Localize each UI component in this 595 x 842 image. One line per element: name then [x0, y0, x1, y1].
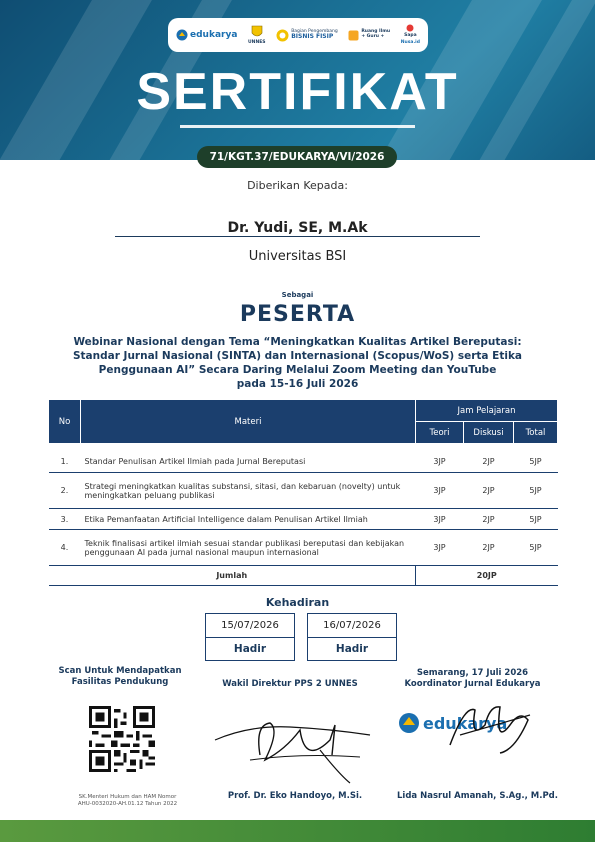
theme-line: Webinar Nasional dengan Tema “Meningkatkan Kualitas Artikel Bereputasi:: [73, 336, 522, 348]
recipient-name: Dr. Yudi, SE, M.Ak: [227, 220, 368, 236]
table-row: 2. Strategi meningkatkan kualitas substansi, sitasi, dan kebaruan (novelty) untuk meningkatkan peluang publikasi 3JP 2JP 5JP: [49, 473, 558, 509]
materials-table: [48, 399, 558, 586]
table-row: 4. Teknik finalisasi artikel ilmiah sesuai standar publikasi bereputasi dan kebijakan penggunaan AI pada jurnal nasional maupun internasional 3JP 2JP 5JP: [49, 530, 558, 566]
name-underline: [115, 236, 480, 237]
signature-mid-icon: [210, 705, 380, 790]
attendance-date: 15/07/2026: [206, 614, 294, 638]
footer-band: [0, 820, 595, 842]
attendance-day-1: [205, 613, 295, 661]
edukarya-icon: [176, 29, 188, 41]
edukarya-icon: [398, 712, 420, 734]
attendance-status: Hadir: [233, 643, 267, 655]
scan-caption: Scan Untuk Mendapatkan Fasilitas Pendukung: [58, 666, 182, 687]
vice-director-role: Wakil Direktur PPS 2 UNNES: [222, 679, 358, 689]
attendance-day-2: [307, 613, 397, 661]
logo-bar: [168, 18, 428, 52]
vice-director-name: Prof. Dr. Eko Handoyo, M.Si.: [227, 791, 363, 801]
col-diskusi: Diskusi: [464, 422, 514, 444]
attendance-date: 16/07/2026: [308, 614, 396, 638]
given-to-label: Diberikan Kepada:: [247, 179, 348, 192]
col-no: No: [49, 400, 81, 444]
coordinator-stamp-logo: edukarya: [398, 712, 507, 734]
unnes-icon: [251, 25, 263, 39]
coordinator-heading: Semarang, 17 Juli 2026 Koordinator Jurnal Edukarya: [404, 668, 541, 689]
table-row: 1. Standar Penulisan Artikel Ilmiah pada Jurnal Bereputasi 3JP 2JP 5JP: [49, 451, 558, 473]
sapa-icon: [405, 24, 415, 32]
attendance-title: Kehadiran: [265, 596, 330, 609]
recipient-institution: Universitas BSI: [248, 249, 347, 264]
webinar-theme: [55, 335, 540, 391]
table-row: 3. Etika Pemanfaatan Artificial Intelligence dalam Penulisan Artikel Ilmiah 3JP 2JP 5JP: [49, 509, 558, 530]
guru-logo: Ruang Ilmu + Guru +: [348, 30, 390, 41]
coordinator-name: Lida Nasrul Amanah, S.Ag., M.Pd.: [397, 791, 558, 801]
bisnis-fisip-icon: [276, 29, 289, 42]
legal-note: SK.Menteri Hukum dan HAM Nomor AHU-0032020-AH.01.12 Tahun 2022: [77, 794, 178, 807]
theme-line: Penggunaan AI” Secara Daring Melalui Zoom Meeting dan YouTube: [98, 364, 497, 376]
as-label: Sebagai: [281, 291, 314, 299]
bisnis-fisip-logo: Bagian Pengembang BISNIS FISIP: [276, 29, 338, 42]
edukarya-logo: edukarya: [176, 29, 237, 41]
header-banner: [0, 0, 595, 160]
total-row: [49, 566, 558, 586]
col-total: Total: [514, 422, 558, 444]
col-materi: Materi: [81, 400, 416, 444]
guru-icon: [348, 30, 359, 41]
unnes-logo: UNNES: [248, 25, 266, 46]
certificate-title: SERTIFIKAT: [136, 63, 459, 121]
theme-line: pada 15-16 Juli 2026: [236, 378, 359, 390]
qr-code-icon: [89, 706, 155, 772]
total-value: 20JP: [416, 566, 558, 586]
attendance-status: Hadir: [335, 643, 369, 655]
total-label: Jumlah: [49, 566, 416, 586]
col-teori: Teori: [416, 422, 464, 444]
signature-right-icon: [440, 695, 540, 765]
col-jam: Jam Pelajaran: [416, 400, 558, 422]
participant-role: PESERTA: [239, 302, 356, 327]
sapa-logo: Sapa Nusa.id: [401, 24, 420, 46]
certificate-number: 71/KGT.37/EDUKARYA/VI/2026: [197, 146, 397, 168]
title-underline: [180, 125, 415, 128]
theme-line: Standar Jurnal Nasional (SINTA) dan Internasional (Scopus/WoS) serta Etika: [72, 350, 523, 362]
